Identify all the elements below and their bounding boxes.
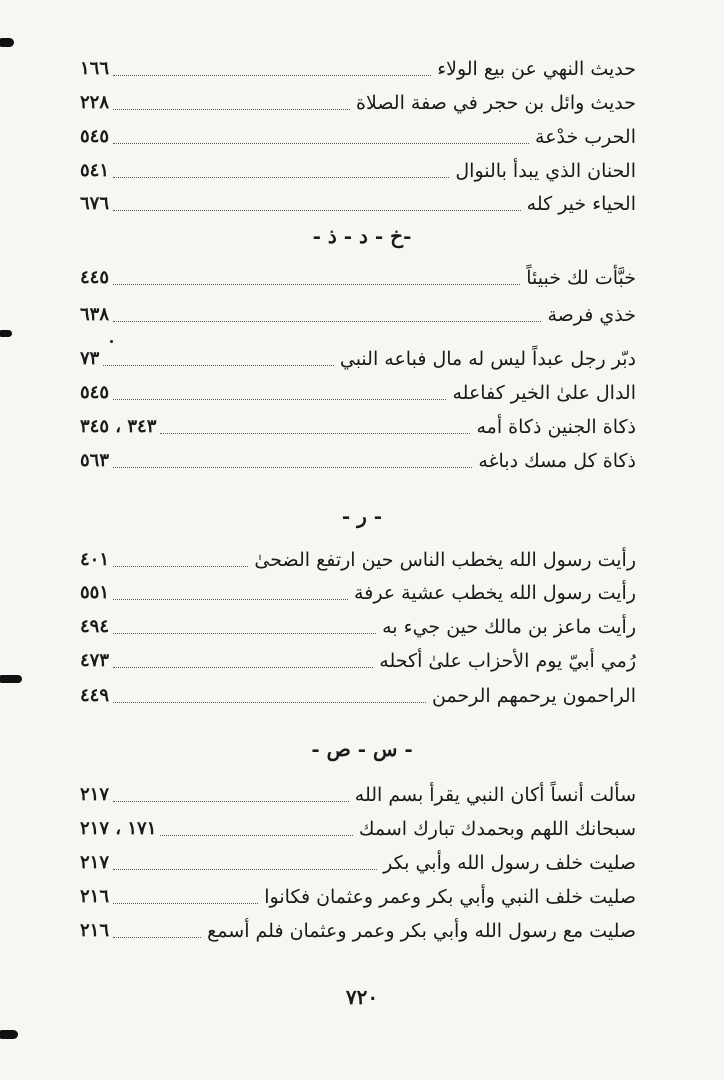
dot-leader xyxy=(160,835,353,836)
entry-pages: ٥٥١ xyxy=(80,582,110,603)
index-entry xyxy=(80,914,636,944)
entry-title: دبّر رجل عبداً ليس له مال فباعه النبي xyxy=(339,348,636,370)
index-entry xyxy=(80,120,636,150)
entry-title: ذكاة كل مسك دباغه xyxy=(478,450,636,472)
section-heading: - س - ص - xyxy=(311,737,413,761)
entry-title: رأيت رسول الله يخطب الناس حين ارتفع الضحىٰ xyxy=(254,549,636,571)
entry-title: صليت مع رسول الله وأبي بكر وعمر وعثمان فلم أسمع xyxy=(207,920,636,942)
section-heading: -خ - د - ذ - xyxy=(312,224,412,248)
entry-title: الحرب خدْعة xyxy=(535,126,636,148)
entry-pages: ٢١٧ xyxy=(80,784,110,805)
entry-title: صليت خلف رسول الله وأبي بكر xyxy=(383,852,636,874)
dot-leader xyxy=(113,177,449,178)
dot-leader xyxy=(113,143,529,144)
entry-title: خبَّأت لك خبيئاً xyxy=(526,267,636,289)
dot-leader xyxy=(113,801,349,802)
index-entry xyxy=(80,298,636,328)
entry-pages: ٦٣٨ xyxy=(80,304,110,325)
scan-edge-mark xyxy=(0,675,22,683)
dot-leader xyxy=(113,903,258,904)
index-entry xyxy=(80,376,636,406)
dot-leader xyxy=(113,399,446,400)
dot-leader xyxy=(113,667,373,668)
dot-leader xyxy=(113,702,426,703)
entry-title: سبحانك اللهم وبحمدك تبارك اسمك xyxy=(358,818,636,840)
entry-title: الراحمون يرحمهم الرحمن xyxy=(431,685,636,707)
index-entry xyxy=(80,86,636,116)
entry-title: حديث النهي عن بيع الولاء xyxy=(437,58,636,80)
entry-title: خذي فرصة xyxy=(547,304,636,326)
dot-leader xyxy=(113,75,431,76)
index-entry xyxy=(80,187,636,217)
index-entry xyxy=(80,52,636,82)
section-heading: - ر - xyxy=(341,504,383,528)
index-entry xyxy=(80,576,636,606)
dot-leader xyxy=(113,937,201,938)
index-entry xyxy=(80,880,636,910)
index-entry xyxy=(80,342,636,372)
index-entry xyxy=(80,812,636,842)
entry-pages: ٥٤٥ xyxy=(80,126,110,147)
index-entry xyxy=(80,261,636,291)
entry-pages: ٢٢٨ xyxy=(80,92,110,113)
entry-pages: ٣٤٣ ، ٣٤٥ xyxy=(80,416,157,437)
entry-title: الحنان الذي يبدأ بالنوال xyxy=(455,160,636,182)
page-number: ٧٢٠ xyxy=(345,985,379,1009)
entry-title: رأيت ماعز بن مالك حين جيء به xyxy=(382,616,636,638)
entry-title: رُمي أبيّ يوم الأحزاب علىٰ أكحله xyxy=(379,650,636,672)
entry-title: حديث وائل بن حجر في صفة الصلاة xyxy=(356,92,636,114)
index-entry xyxy=(80,644,636,674)
dot-leader xyxy=(113,321,541,322)
dot-leader xyxy=(103,365,334,366)
entry-title: الحياء خير كله xyxy=(526,193,636,215)
dot-leader xyxy=(160,433,470,434)
dot-leader xyxy=(113,109,350,110)
index-entry xyxy=(80,679,636,709)
entry-pages: ٢١٦ xyxy=(80,920,110,941)
entry-pages: ٤٩٤ xyxy=(80,616,110,637)
entry-title: رأيت رسول الله يخطب عشية عرفة xyxy=(354,582,636,604)
dot-leader xyxy=(113,633,376,634)
scan-edge-mark xyxy=(0,1030,18,1039)
index-entry xyxy=(80,778,636,808)
index-entry xyxy=(80,846,636,876)
entry-pages: ٤٠١ xyxy=(80,549,110,570)
entry-title: سألت أنساً أكان النبي يقرأ بسم الله xyxy=(354,784,636,806)
entry-pages: ٢١٧ xyxy=(80,852,110,873)
index-entry xyxy=(80,410,636,440)
entry-title: الدال علىٰ الخير كفاعله xyxy=(452,382,636,404)
entry-title: صليت خلف النبي وأبي بكر وعمر وعثمان فكانوا xyxy=(264,886,636,908)
entry-pages: ٥٦٣ xyxy=(80,450,110,471)
entry-pages: ٤٧٣ xyxy=(80,650,110,671)
scan-edge-mark xyxy=(0,38,14,47)
dot-leader xyxy=(113,566,248,567)
entry-pages: ٥٤٥ xyxy=(80,382,110,403)
dot-leader xyxy=(113,210,521,211)
scan-edge-mark xyxy=(0,330,12,337)
entry-pages: ١٦٦ xyxy=(80,58,110,79)
entry-pages: ٧٣ xyxy=(80,348,100,369)
index-entry xyxy=(80,444,636,474)
entry-pages: ٢١٦ xyxy=(80,886,110,907)
entry-pages: ٦٧٦ xyxy=(80,193,110,214)
entry-pages: ٤٤٥ xyxy=(80,267,110,288)
entry-pages: ٤٤٩ xyxy=(80,685,110,706)
index-entry xyxy=(80,154,636,184)
dot-leader xyxy=(113,467,472,468)
index-entry xyxy=(80,610,636,640)
dot-leader xyxy=(113,599,348,600)
entry-pages: ٥٤١ xyxy=(80,160,110,181)
entry-pages: ١٧١ ، ٢١٧ xyxy=(80,818,157,839)
dot-leader xyxy=(113,869,377,870)
entry-title: ذكاة الجنين ذكاة أمه xyxy=(476,416,636,438)
index-entry xyxy=(80,543,636,573)
dot-leader xyxy=(113,284,520,285)
